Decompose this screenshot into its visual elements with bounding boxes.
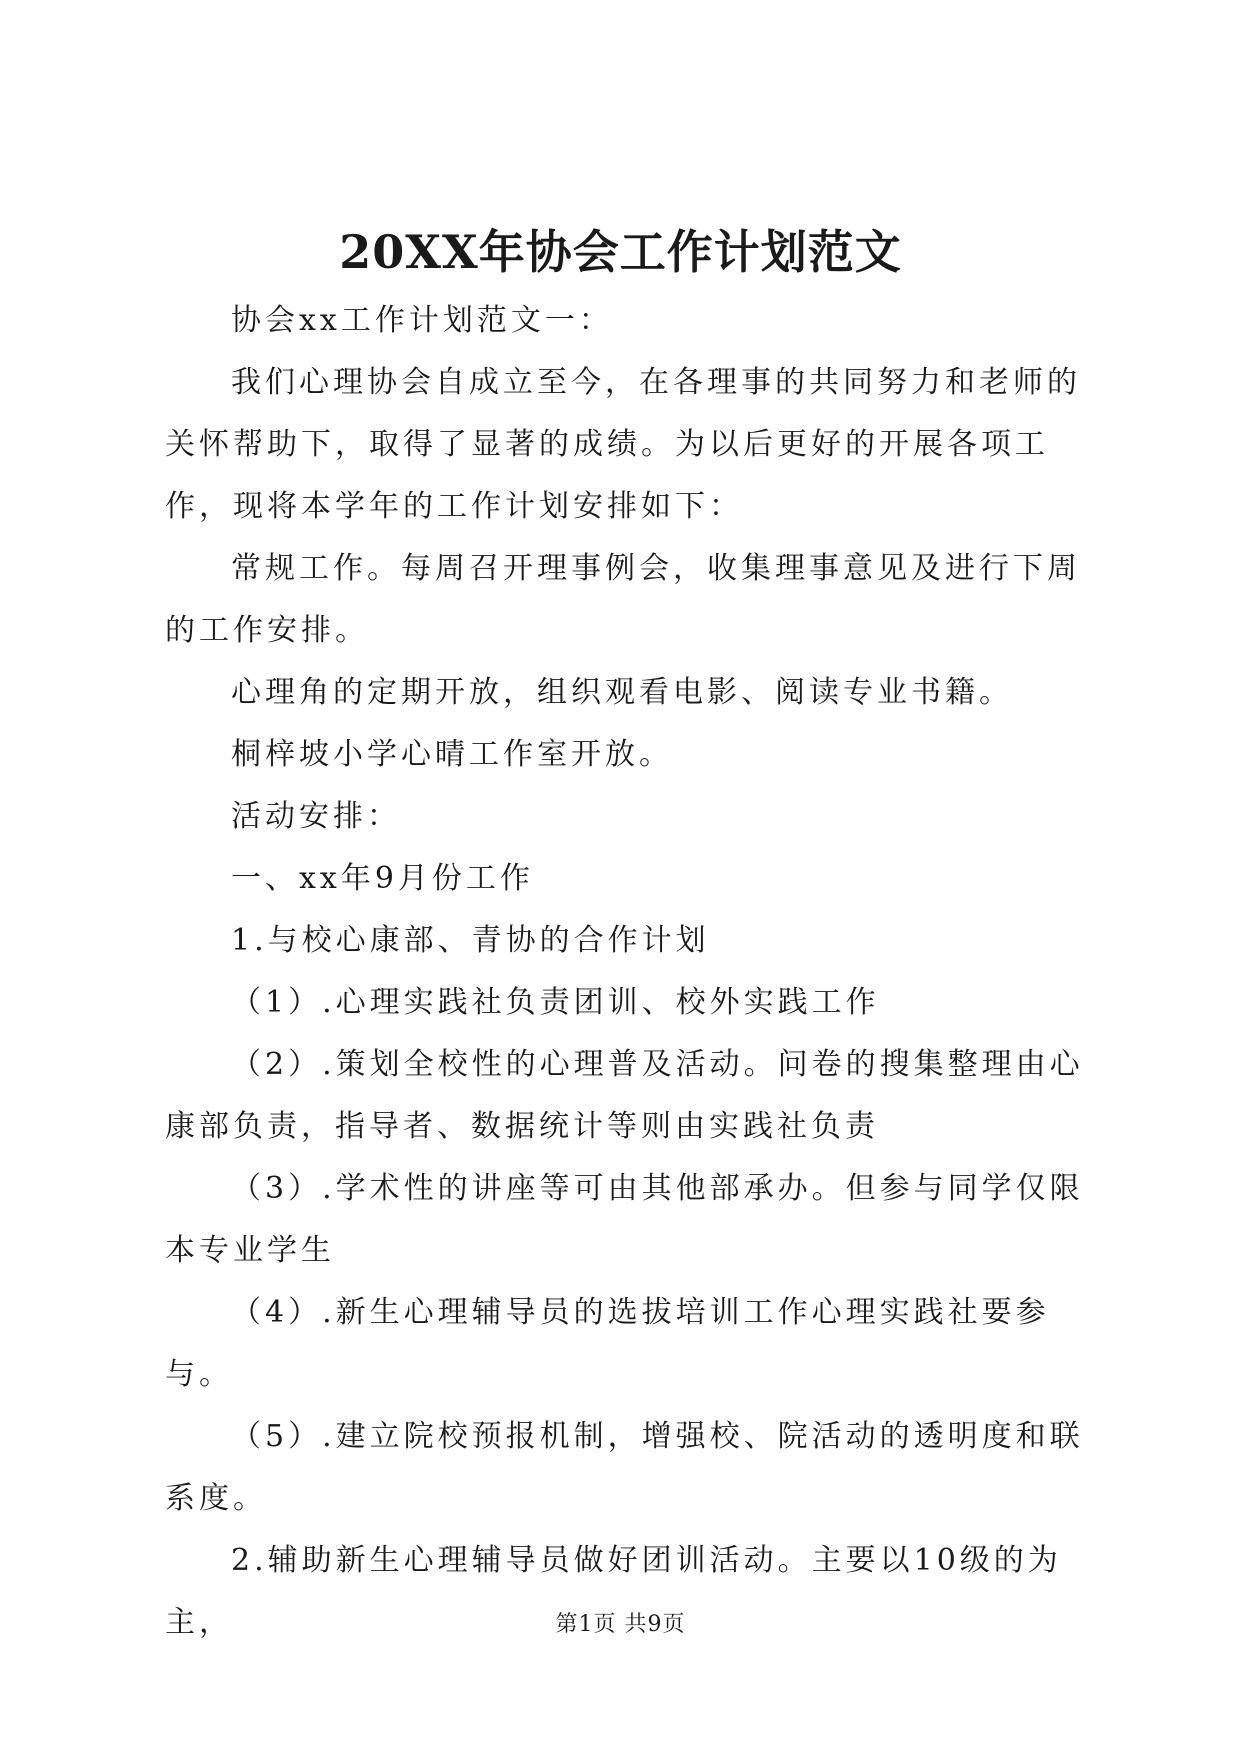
paragraph: 协会xx工作计划范文一： [231,303,613,338]
paragraph: （2）.策划全校性的心理普及活动。问卷的搜集整理由心康部负责，指导者、数据统计等则由实践社负责 [165,1047,1084,1144]
paragraph: 2.辅助新生心理辅导员做好团训活动。主要以10级的为主， [165,1543,1062,1640]
page-number-footer: 第1页 共9页 [555,1612,686,1637]
paragraph: 常规工作。每周召开理事例会，收集理事意见及进行下周的工作安排。 [165,551,1081,648]
paragraph: 活动安排： [231,799,401,834]
paragraph: 一、xx年9月份工作 [231,861,534,896]
paragraph: （3）.学术性的讲座等可由其他部承办。但参与同学仅限本专业学生 [165,1171,1084,1268]
paragraph: （5）.建立院校预报机制，增强校、院活动的透明度和联系度。 [165,1419,1084,1516]
paragraph: 1.与校心康部、青协的合作计划 [231,923,710,958]
paragraph: （1）.心理实践社负责团训、校外实践工作 [231,985,880,1020]
document-title: 20XX年协会工作计划范文 [339,225,902,279]
paragraph: （4）.新生心理辅导员的选拔培训工作心理实践社要参与。 [165,1295,1050,1392]
paragraph: 我们心理协会自成立至今，在各理事的共同努力和老师的关怀帮助下，取得了显著的成绩。为以后更好的开展各项工作，现将本学年的工作计划安排如下： [165,365,1081,524]
document-body [165,290,1095,1654]
paragraph: 心理角的定期开放，组织观看电影、阅读专业书籍。 [231,675,1013,710]
paragraph: 桐梓坡小学心晴工作室开放。 [231,737,673,772]
